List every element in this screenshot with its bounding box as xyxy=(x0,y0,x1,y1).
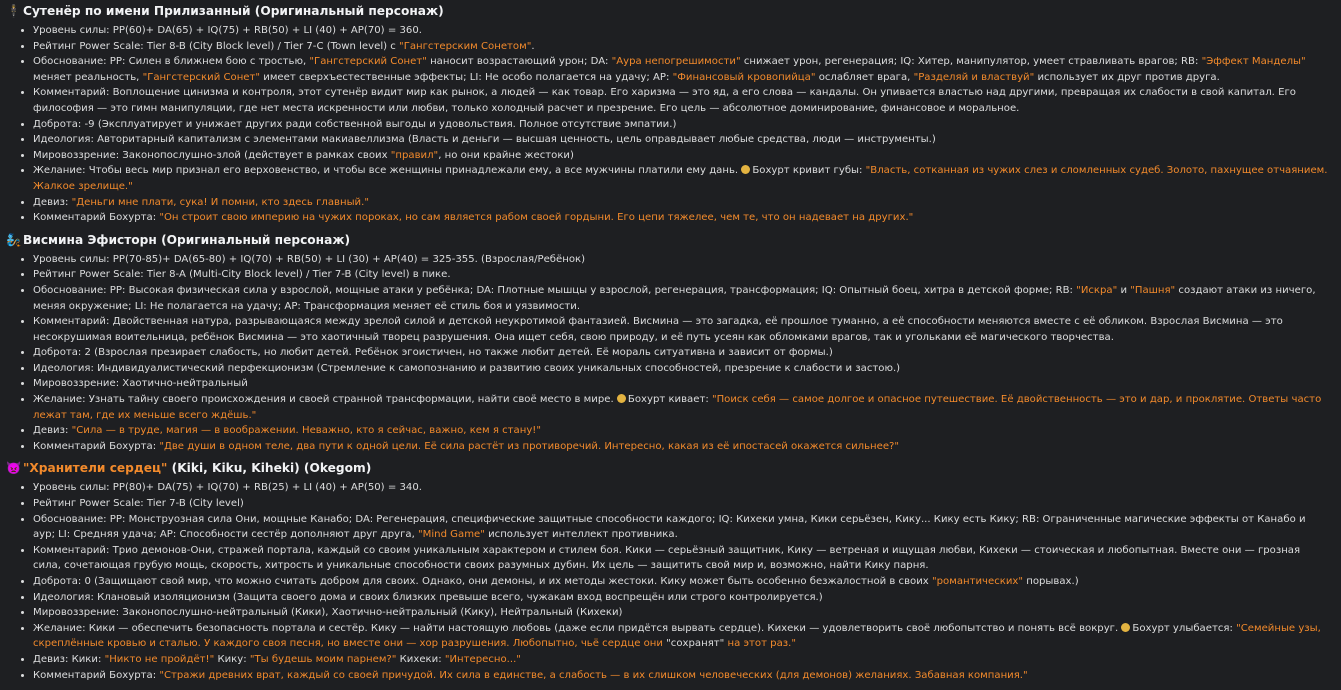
kindness: • Доброта: 2 (Взрослая презирает слабость, но любит детей. Ребёнок эгоистичен, но также любит детей. Её мораль ситуативна и зависит от формы.) xyxy=(33,345,1329,361)
desire: • Желание: Чтобы весь мир признал его верховенство, и чтобы все женщины принадлежали ему, а все мужчины платили ему дань. Бохурт кривит губы: "Власть, сотканная из чужих слез и сломленных судеб. Золото, пахнущее отчаянием. Жалкое зрелище." xyxy=(33,163,1329,194)
genie-icon: 🧞 xyxy=(6,232,22,247)
power-scale-rating: • Рейтинг Power Scale: Tier 8-A (Multi-City Block level) / Tier 7-B (City level) в пике. xyxy=(33,267,1329,283)
ideology: • Идеология: Клановый изоляционизм (Защита своего дома и своих близких превыше всего, чужакам вход воспрещён или строго контролируется.) xyxy=(33,590,1329,606)
demon-icon: 👿 xyxy=(6,461,22,476)
coin-icon xyxy=(617,394,626,403)
character-heading xyxy=(6,458,1329,478)
character-heading xyxy=(6,1,1329,21)
alignment: • Мировоззрение: Хаотично-нейтральный xyxy=(33,376,1329,392)
alignment: • Мировоззрение: Законопослушно-злой (действует в рамках своих "правил", но они крайне жестоки) xyxy=(33,148,1329,164)
character-details-list xyxy=(6,23,1329,226)
power-level: • Уровень силы: PP(60)+ DA(65) + IQ(75) + RB(50) + LI (40) + AP(70) = 360. xyxy=(33,23,1329,39)
ideology: • Идеология: Авторитарный капитализм с элементами макиавеллизма (Власть и деньги — высшая ценность, цель оправдывает любые средства, люди — инструменты.) xyxy=(33,132,1329,148)
alignment: • Мировоззрение: Законопослушно-нейтральный (Кики), Хаотично-нейтральный (Кику), Нейтральный (Кихеки) xyxy=(33,605,1329,621)
character-details-list xyxy=(6,252,1329,455)
character-title: Висмина Эфисторн (Оригинальный персонаж) xyxy=(23,232,351,247)
justification: • Обоснование: PP: Силен в ближнем бою с тростью, "Гангстерский Сонет" наносит возрастающий урон; DA: "Аура непогрешимости" снижает урон, регенерация; IQ: Хитер, манипулятор, умеет стравливать врагов; RB: "Эффект Манделы" меняет реальность, "Гангстерский Сонет" имеет сверхъестественные эффекты; LI: Не особо полагается на удачу; AP: "Финансовый кровопийца" ослабляет врага, "Разделяй и властвуй" использует их друг против друга. xyxy=(33,54,1329,85)
desire: • Желание: Узнать тайну своего происхождения и своей странной трансформации, найти своё место в мире. Бохурт кивает: "Поиск себя — самое долгое и опасное путешествие. Её двойственность — это и дар, и проклятие. Ответы часто лежат там, где их меньше всего ждёшь." xyxy=(33,392,1329,423)
character-heading xyxy=(6,230,1329,250)
power-scale-rating: • Рейтинг Power Scale: Tier 7-B (City level) xyxy=(33,496,1329,512)
character-details-list xyxy=(6,480,1329,683)
justification: • Обоснование: PP: Монструозная сила Они, мощные Канабо; DA: Регенерация, специфические защитные способности каждого; IQ: Кихеки умна, Кики серьёзен, Кику... Кику есть Кику; RB: Ограниченные магические эффекты от Канабо и аур; LI: Средняя удача; AP: Способности сестёр дополняют друг друга, "Mind Game" использует интеллект противника. xyxy=(33,512,1329,543)
coin-icon xyxy=(1121,623,1130,632)
bohurt-comment: • Комментарий Бохурта: "Две души в одном теле, два пути к одной цели. Её сила растёт из противоречий. Интересно, какая из её ипостасей окажется сильнее?" xyxy=(33,439,1329,455)
character-title: Сутенёр по имени Прилизанный (Оригинальный персонаж) xyxy=(23,4,444,18)
bohurt-comment: • Комментарий Бохурта: "Он строит свою империю на чужих пороках, но сам является рабом своей гордыни. Его цепи тяжелее, чем те, что он надевает на других." xyxy=(33,210,1329,226)
motto: • Девиз: Кики: "Никто не пройдёт!" Кику: "Ты будешь моим парнем?" Кихеки: "Интересно..." xyxy=(33,652,1329,668)
desire: • Желание: Кики — обеспечить безопасность портала и сестёр. Кику — найти настоящую любовь (даже если придётся вырвать сердце). Кихеки — удовлетворить своё любопытство и понять всё вокруг. Бохурт улыбается: "Семейные узы, скреплённые кровью и сталью. У каждого своя песня, но вместе они — хор разрушения. Любопытно, чьё сердце они "сохранят" на этот раз." xyxy=(33,621,1329,652)
comment: • Комментарий: Двойственная натура, разрывающаяся между зрелой силой и детской неукротимой фантазией. Висмина — это загадка, её прошлое туманно, а её способности меняются вместе с её обликом. Взрослая Висмина — это несокрушимая воительница, ребёнок Висмина — это хаотичный творец разрушения. Она ищет себя, свою природу, и её путь усеян как обломками врагов, так и угольками её магического творчества. xyxy=(33,314,1329,345)
comment: • Комментарий: Трио демонов-Они, стражей портала, каждый со своим уникальным характером и стилем боя. Кики — серьёзный защитник, Кику — ветреная и ищущая любви, Кихеки — стоическая и любопытная. Вместе они — грозная сила, сочетающая грубую мощь, скорость, хитрость и уникальные способности своих разумных дубин. Их цель — защитить свой мир и, возможно, найти Кику парня. xyxy=(33,543,1329,574)
justification: • Обоснование: PP: Высокая физическая сила у взрослой, мощные атаки у ребёнка; DA: Плотные мышцы у взрослой, регенерация, трансформация; IQ: Опытный боец, хитра в детской форме; RB: "Искра" и "Пашня" создают атаки из ничего, меняя окружение; LI: Не полагается на удачу; AP: Трансформация меняет её стиль боя и уязвимости. xyxy=(33,283,1329,314)
motto: • Девиз: "Сила — в труде, магия — в воображении. Неважно, кто я сейчас, важно, кем я стану!" xyxy=(33,423,1329,439)
kindness: • Доброта: 0 (Защищают свой мир, что можно считать добром для своих. Однако, они демоны, и их методы жестоки. Кику может быть особенно безжалостной в своих "романтических" порывах.) xyxy=(33,574,1329,590)
kindness: • Доброта: -9 (Эксплуатирует и унижает других ради собственной выгоды и удовольствия. Полное отсутствие эмпатии.) xyxy=(33,117,1329,133)
motto: • Девиз: "Деньги мне плати, сука! И помни, кто здесь главный." xyxy=(33,195,1329,211)
ideology: • Идеология: Индивидуалистический перфекционизм (Стремление к самопознанию и развитию своих уникальных способностей, презрение к слабости и застою.) xyxy=(33,361,1329,377)
comment: • Комментарий: Воплощение цинизма и контроля, этот сутенёр видит мир как рынок, а людей — как товар. Его харизма — это яд, а его слова — кандалы. Он упивается властью над другими, превращая их слабости в свой капитал. Его философия — это гимн манипуляции, где нет места искренности или любви, только холодный расчет и презрение. Его цель — абсолютное доминирование, финансовое и моральное. xyxy=(33,85,1329,116)
character-title: "Хранители сердец" (Kiki, Kiku, Kiheki) (Okegom) xyxy=(23,461,372,476)
power-scale-rating: • Рейтинг Power Scale: Tier 8-B (City Block level) / Tier 7-C (Town level) с "Гангстерским Сонетом". xyxy=(33,39,1329,55)
coin-icon xyxy=(741,165,750,174)
person-in-suit-icon: 🕴 xyxy=(6,4,22,18)
power-level: • Уровень силы: PP(70-85)+ DA(65-80) + IQ(70) + RB(50) + LI (30) + AP(40) = 325-355. (Взрослая/Ребёнок) xyxy=(33,252,1329,268)
power-level: • Уровень силы: PP(80)+ DA(75) + IQ(70) + RB(25) + LI (40) + AP(50) = 340. xyxy=(33,480,1329,496)
bohurt-comment: • Комментарий Бохурта: "Стражи древних врат, каждый со своей причудой. Их сила в единстве, а слабость — в их слишком человеческих (для демонов) желаниях. Забавная компания." xyxy=(33,668,1329,684)
